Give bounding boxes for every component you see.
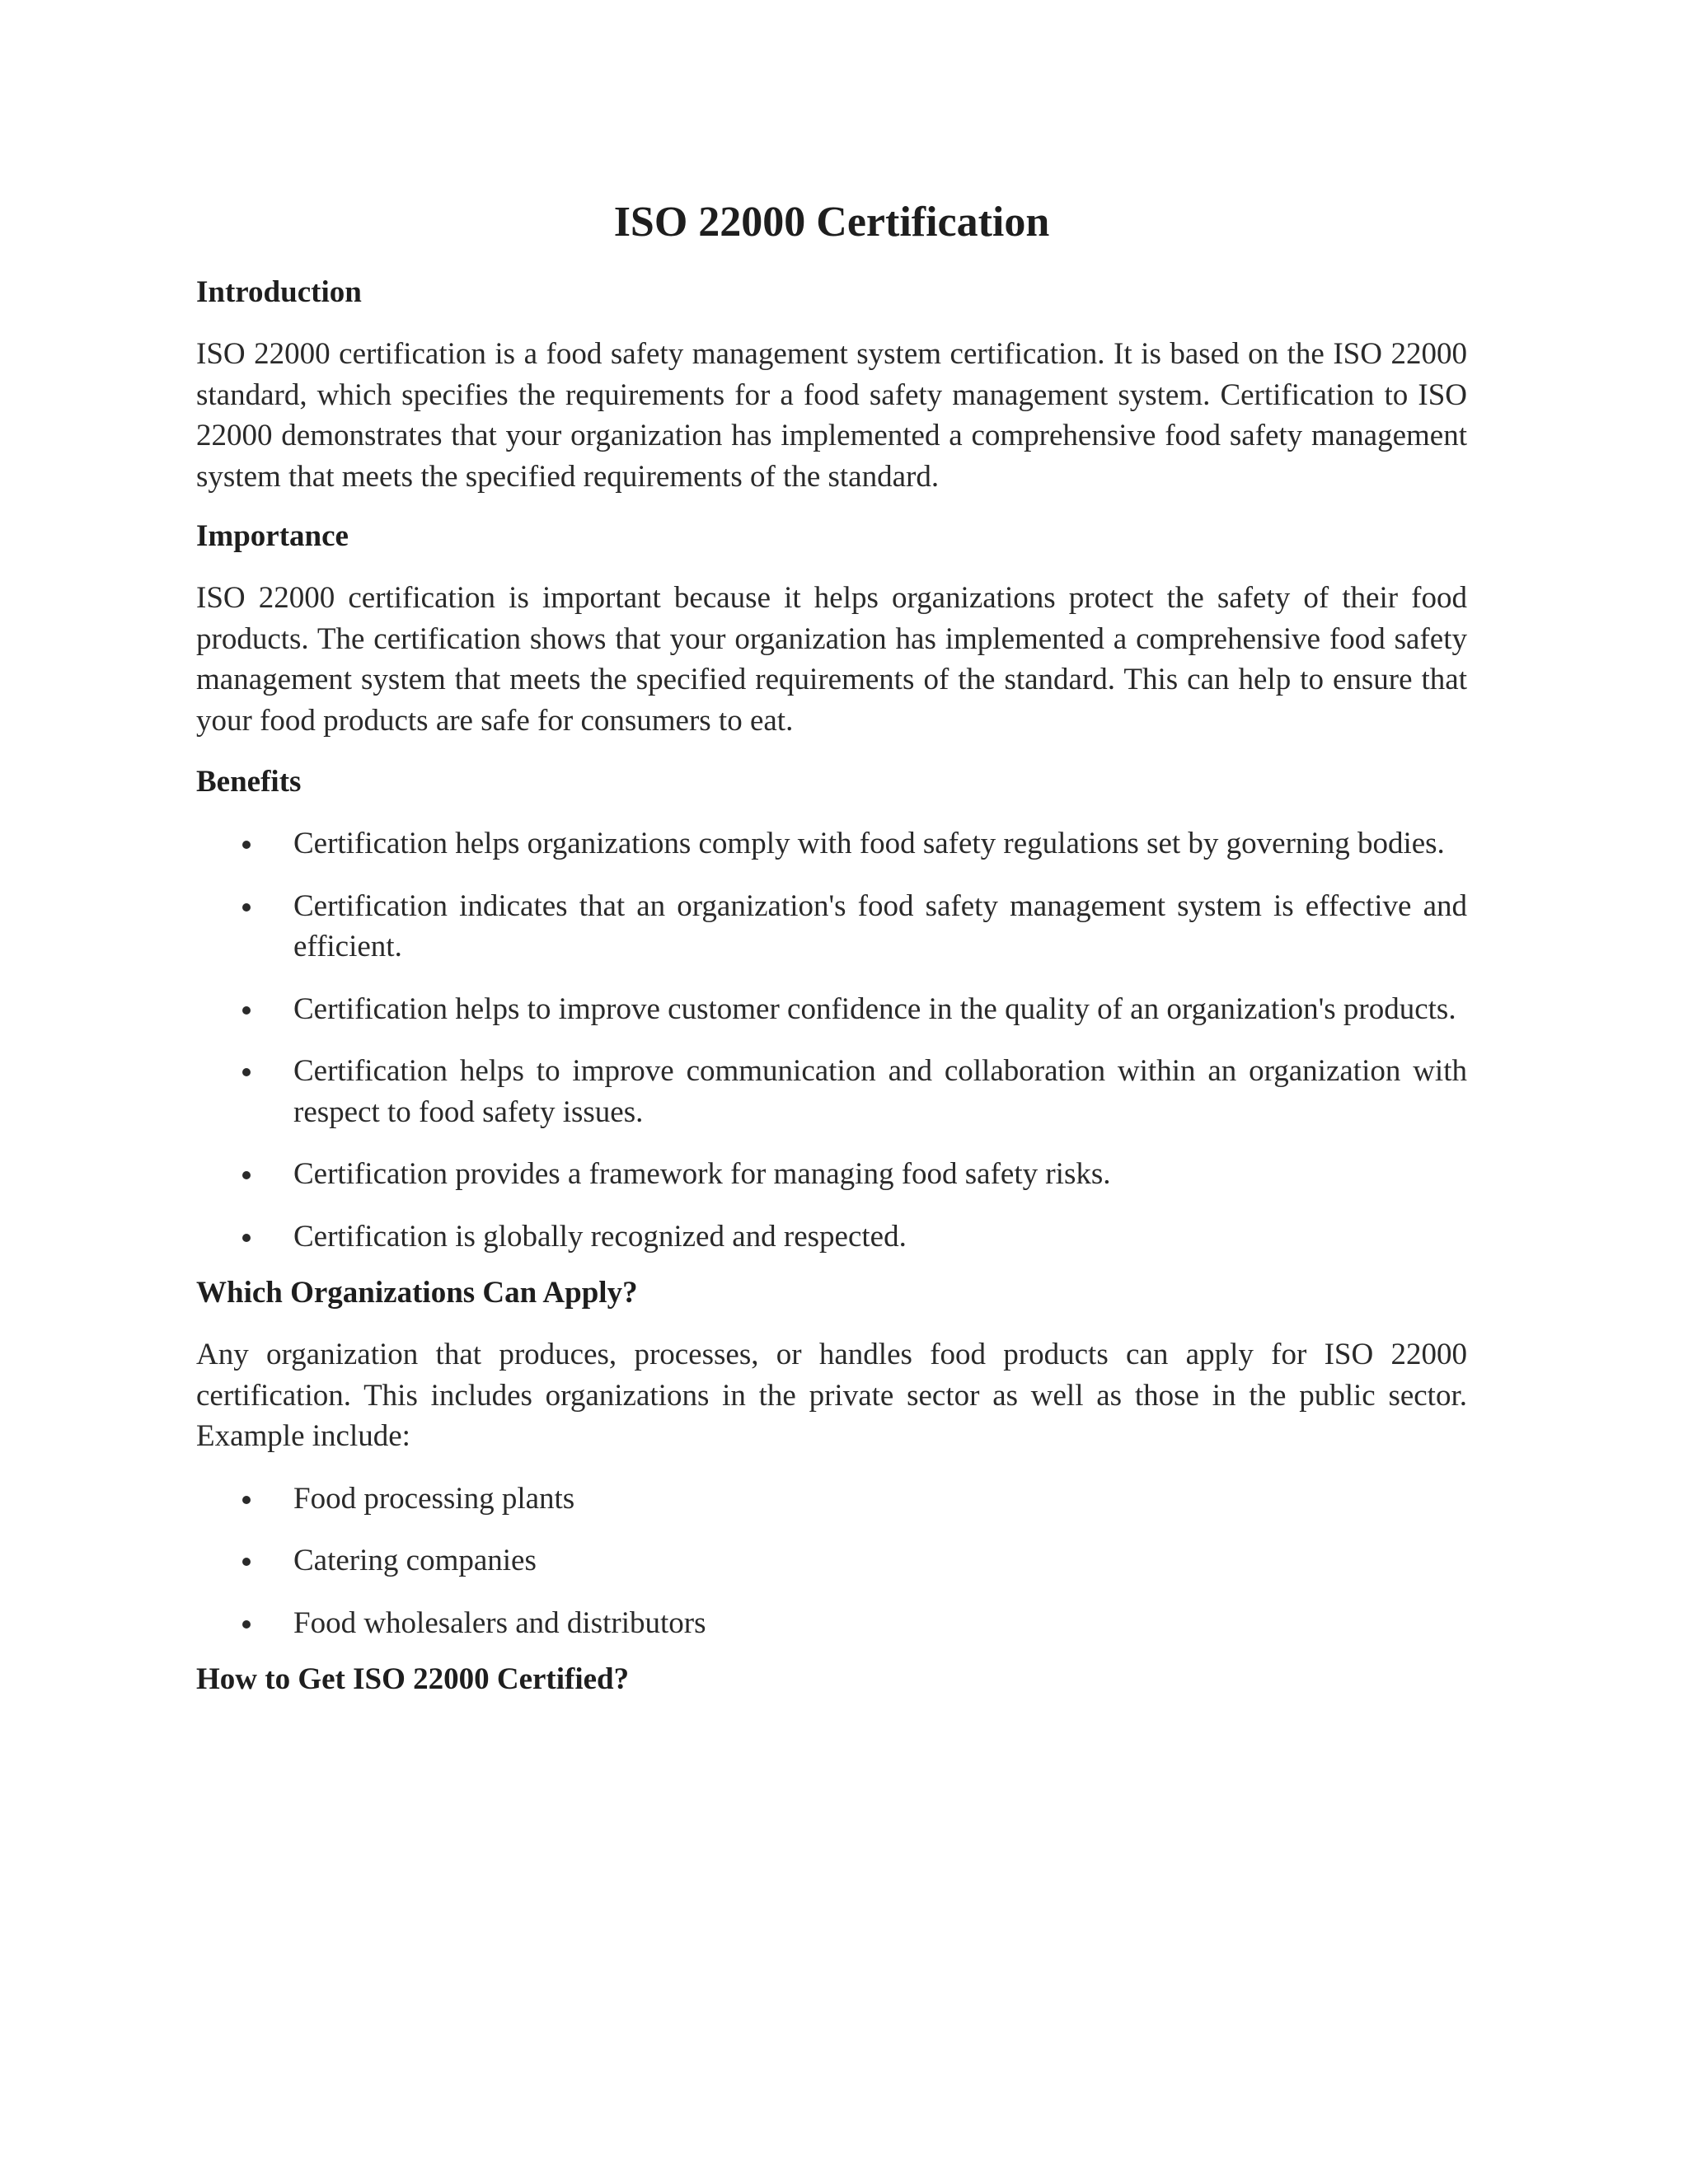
benefits-list [196,823,1467,1257]
list-item [196,886,1467,968]
bullet-icon [242,841,251,849]
bullet-icon [242,1234,251,1242]
bullet-icon [242,1171,251,1179]
document-title: ISO 22000 Certification [613,199,1050,246]
list-item-text: Certification helps organizations comply with food safety regulations set by governing bodies. [293,827,1445,860]
bullet-icon [242,1496,251,1504]
heading-importance: Importance [196,519,349,553]
heading-which-organizations: Which Organizations Can Apply? [196,1276,638,1310]
list-item-text: Catering companies [293,1544,537,1577]
list-item [196,1479,1467,1520]
heading-benefits: Benefits [196,765,302,799]
list-item [196,1051,1467,1132]
bullet-icon [242,1068,251,1076]
list-item-text: Certification provides a framework for managing food safety risks. [293,1157,1111,1191]
bullet-icon [242,1620,251,1629]
bullet-icon [242,1558,251,1566]
list-item [196,1216,1467,1258]
list-item [196,1154,1467,1195]
list-item-text: Certification helps to improve customer confidence in the quality of an organization's products. [293,991,1456,1026]
list-item-text: Food processing plants [293,1481,575,1516]
list-item-text: Certification is globally recognized and respected. [293,1219,907,1254]
paragraph-introduction: ISO 22000 certification is a food safety management system certification. It is based on the ISO 22000 standard, which specifies the requirements for a food safety management system. Certification to ISO 22000 demonstrates that your organization has implemented a comprehensive food safety management system that meets the specified requirements of the standard. [196,337,1467,494]
paragraph-which-organizations: Any organization that produces, processes, or handles food products can apply for ISO 22000 certification. This includes organizations in the private sector as well as those in the public sector. Example include: [196,1338,1467,1453]
list-item [196,1540,1467,1582]
list-item-text: Food wholesalers and distributors [293,1605,706,1640]
paragraph-importance: ISO 22000 certification is important because it helps organizations protect the safety of their food products. The certification shows that your organization has implemented a comprehensive food safety management system that meets the specified requirements of the standard. This can help to ensure that your food products are safe for consumers to eat. [196,581,1467,738]
list-item [196,1603,1467,1644]
examples-list [196,1479,1467,1644]
bullet-icon [242,903,251,912]
heading-introduction: Introduction [196,275,362,309]
list-item-text: Certification indicates that an organization's food safety management system is effective and efficient. [293,888,1467,963]
list-item [196,823,1467,865]
list-item-text: Certification helps to improve communication and collaboration within an organization with respect to food safety issues. [293,1054,1467,1129]
list-item [196,989,1467,1030]
document-page [196,0,1467,1699]
heading-how-to-get-certified: How to Get ISO 22000 Certified? [196,1662,630,1696]
bullet-icon [242,1006,251,1015]
